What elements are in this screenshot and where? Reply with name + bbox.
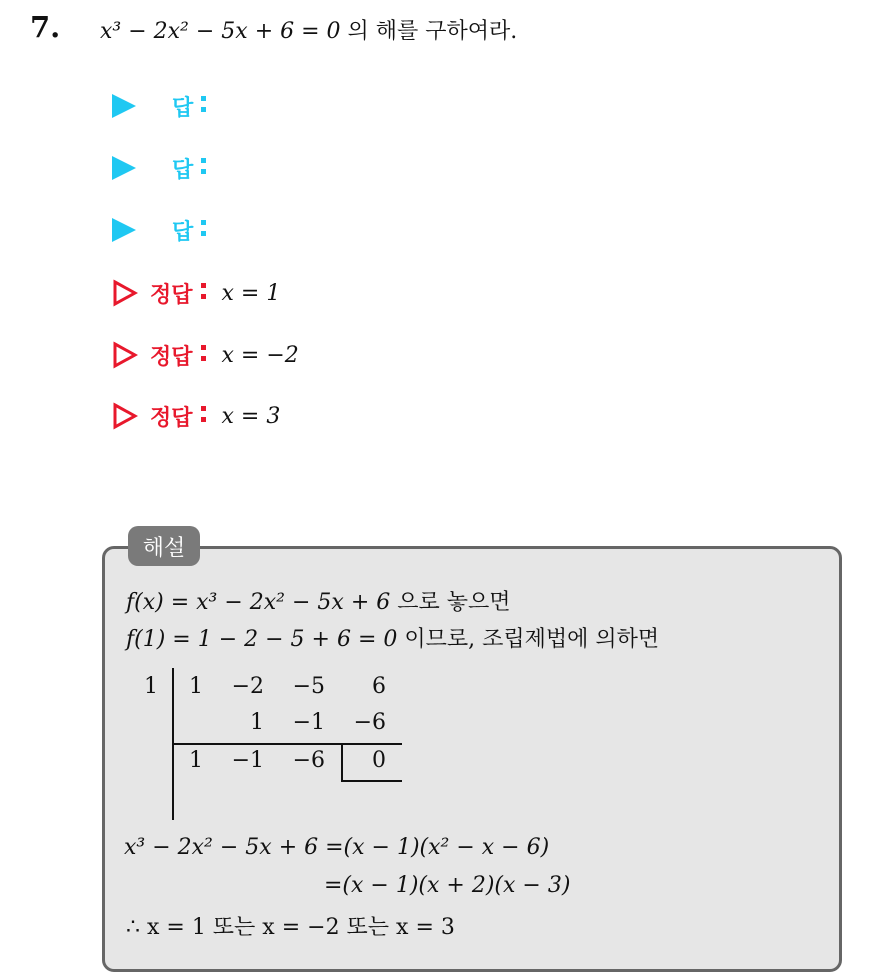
answer-slot-2[interactable] (112, 151, 206, 185)
synthetic-cell: −1 (231, 748, 264, 773)
synthetic-cell: −5 (292, 674, 325, 699)
correct-value: x = 1 (221, 280, 281, 306)
synthetic-cell: −6 (292, 748, 325, 773)
problem-instruction: 의 해를 구하여라. (347, 19, 518, 44)
correct-value: x = 3 (221, 403, 281, 429)
play-icon (112, 218, 136, 242)
play-icon (112, 94, 136, 118)
play-icon (112, 156, 136, 180)
colon-icon (201, 283, 206, 299)
synthetic-cell: 1 (250, 710, 264, 735)
factorization-line-2: =(x − 1)(x + 2)(x − 3) (324, 873, 571, 898)
answer-label: 답 (172, 157, 194, 183)
synthetic-root: 1 (144, 674, 158, 699)
correct-answer-2 (112, 338, 299, 372)
outline-triangle-icon (112, 402, 138, 430)
correct-label: 정답 (150, 282, 193, 308)
colon-icon (201, 158, 206, 174)
answer-slot-3[interactable] (112, 213, 206, 247)
synthetic-cell: 0 (372, 748, 386, 773)
conclusion: ∴ x = 1 또는 x = −2 또는 x = 3 (126, 915, 455, 940)
explanation-line-2: f(1) = 1 − 2 − 5 + 6 = 0 이므로, 조립제법에 의하면 (126, 627, 660, 652)
problem-number: 7. (30, 10, 61, 44)
colon-icon (201, 345, 206, 361)
problem-statement (100, 14, 517, 45)
correct-label: 정답 (150, 405, 193, 431)
correct-value: x = −2 (221, 342, 299, 368)
answer-slot-1[interactable] (112, 89, 206, 123)
synthetic-cell: −1 (292, 710, 325, 735)
synthetic-cell: 1 (189, 748, 203, 773)
colon-icon (201, 96, 206, 112)
problem-equation: x³ − 2x² − 5x + 6 = 0 (100, 19, 341, 44)
outline-triangle-icon (112, 279, 138, 307)
colon-icon (201, 406, 206, 422)
correct-answer-3 (112, 399, 280, 433)
correct-answer-1 (112, 276, 280, 310)
factorization-line-1: x³ − 2x² − 5x + 6 =(x − 1)(x² − x − 6) (124, 835, 550, 860)
synthetic-cell: −2 (231, 674, 264, 699)
remainder-box-line (341, 780, 402, 782)
remainder-box-line (341, 745, 343, 781)
explanation-line-1: f(x) = x³ − 2x² − 5x + 6 으로 놓으면 (126, 590, 511, 615)
synthetic-cell: −6 (353, 710, 386, 735)
synthetic-cell: 1 (189, 674, 203, 699)
outline-triangle-icon (112, 341, 138, 369)
correct-label: 정답 (150, 344, 193, 370)
synthetic-cell: 6 (372, 674, 386, 699)
synthetic-horizontal-line (172, 743, 402, 745)
answer-label: 답 (172, 219, 194, 245)
colon-icon (201, 220, 206, 236)
explanation-tag: 해설 (128, 526, 200, 566)
answer-label: 답 (172, 95, 194, 121)
